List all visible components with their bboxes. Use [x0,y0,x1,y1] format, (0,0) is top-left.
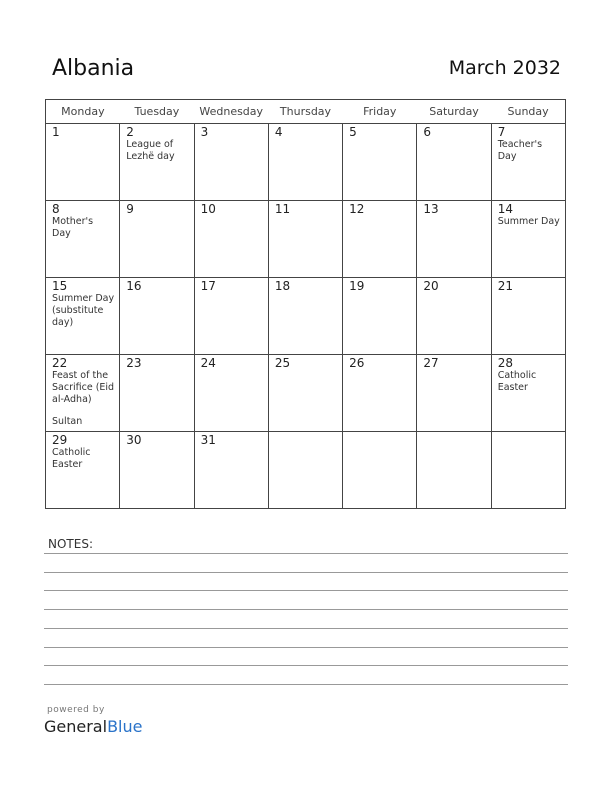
day-cell [268,432,342,509]
weekday-header: Sunday [491,100,565,124]
day-cell [491,355,565,432]
weekday-header: Monday [46,100,120,124]
weekday-header: Wednesday [194,100,268,124]
day-number: 25 [274,356,291,370]
day-number: 27 [423,356,439,370]
brand-blue: Blue [107,717,143,736]
day-cell [268,278,342,355]
holiday-label: Feast of the Sacrifice (Eid al-Adha) [52,370,115,405]
day-number: 24 [200,356,216,370]
weekday-header-row [46,100,566,124]
week-row [46,278,566,355]
note-line [44,590,568,591]
holiday-label: Catholic Easter [52,447,91,470]
day-number: 9 [126,202,134,216]
day-cell [343,124,417,201]
day-cell [491,432,565,509]
week-row [46,355,566,432]
generalblue-logo[interactable] [44,717,142,736]
day-cell [417,278,491,355]
day-cell [491,201,565,278]
day-number: 15 [52,279,68,293]
day-cell [343,201,417,278]
day-number: 2 [126,125,134,139]
calendar-grid [45,99,566,509]
day-cell [417,355,491,432]
note-line [44,609,568,610]
powered-by-text: powered by [47,705,105,715]
holiday-label: Summer Day [497,216,560,227]
day-number: 10 [200,202,216,216]
holiday-label: Catholic Easter [497,370,537,393]
weekday-header: Saturday [417,100,491,124]
day-cell [46,355,120,432]
day-number: 21 [497,279,513,293]
day-number: 1 [52,125,60,139]
day-number: 26 [349,356,365,370]
day-number: 3 [200,125,209,139]
day-cell [268,355,342,432]
day-number: 14 [497,202,513,216]
day-number: 12 [349,202,365,216]
day-cell [343,278,417,355]
day-number: 11 [274,202,291,216]
day-cell [120,124,194,201]
day-cell [417,432,491,509]
day-number: 13 [423,202,439,216]
day-cell [268,201,342,278]
holiday-label: Teacher's Day [497,139,543,162]
day-cell [120,278,194,355]
day-number: 8 [52,202,60,216]
day-number: 18 [274,279,291,293]
day-cell [194,278,268,355]
day-number: 23 [126,356,142,370]
brand-general: General [44,717,108,736]
day-cell [120,432,194,509]
holiday-label-secondary: Sultan [52,416,83,427]
day-number: 19 [349,279,365,293]
day-cell [343,355,417,432]
calendar-month-title: March 2032 [448,57,561,79]
day-cell [268,124,342,201]
week-row [46,124,566,201]
day-cell [46,124,120,201]
day-cell [46,201,120,278]
day-cell [46,278,120,355]
day-cell [194,201,268,278]
day-number: 5 [349,125,357,139]
holiday-label: League of Lezhë day [126,139,175,162]
day-cell [417,201,491,278]
day-cell [194,355,268,432]
day-number: 30 [126,433,142,447]
holiday-label: Mother's Day [52,216,94,239]
weekday-header: Thursday [268,100,342,124]
day-number [275,432,339,433]
day-number: 28 [497,356,513,370]
note-line [44,665,568,666]
weekday-header: Friday [343,100,417,124]
day-cell [46,432,120,509]
day-cell [194,124,268,201]
day-number [423,432,487,433]
day-number: 29 [52,433,68,447]
weekday-header: Tuesday [120,100,194,124]
calendar-country-title: Albania [52,56,135,81]
day-number: 17 [200,279,216,293]
day-cell [343,432,417,509]
calendar-weeks [46,124,566,509]
day-cell [491,124,565,201]
day-number: 22 [52,356,68,370]
note-line [44,684,568,685]
note-line [44,572,568,573]
day-cell [491,278,565,355]
day-cell [417,124,491,201]
day-number: 4 [274,125,283,139]
day-number: 6 [423,125,432,139]
day-number [349,432,413,433]
notes-label: NOTES: [48,537,93,551]
note-line [44,628,568,629]
week-row [46,432,566,509]
day-number: 16 [126,279,142,293]
holiday-label: Summer Day (substitute day) [52,293,115,328]
day-cell [120,201,194,278]
day-number [498,432,562,433]
week-row [46,201,566,278]
day-cell [194,432,268,509]
note-line [44,553,568,554]
day-number: 20 [423,279,439,293]
day-number: 7 [497,125,506,139]
day-number: 31 [200,433,216,447]
day-cell [120,355,194,432]
note-line [44,647,568,648]
